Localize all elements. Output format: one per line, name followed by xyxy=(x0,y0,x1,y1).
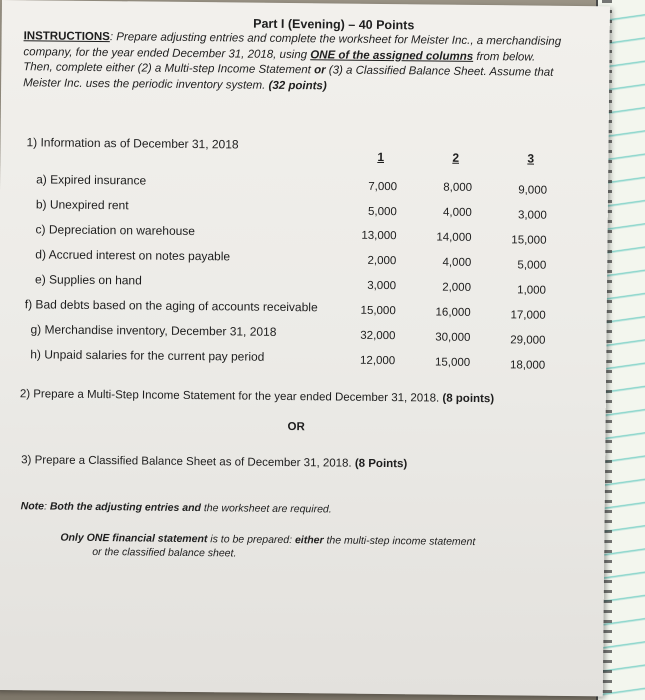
info-row-label: g) Merchandise inventory, December 31, 2018 xyxy=(30,322,277,339)
info-row-value: 4,000 xyxy=(442,256,472,269)
info-row-label: f) Bad debts based on the aging of accounts receivable xyxy=(24,297,318,315)
instructions-text-3: (3) a Classified Balance Sheet. Assume that Meister Inc. uses the periodic inventory system. xyxy=(23,64,554,92)
note-text-1: Both the adjusting entries xyxy=(49,500,183,514)
info-heading: 1) Information as of December 31, 2018 xyxy=(26,135,239,152)
instructions-label: INSTRUCTIONS xyxy=(23,30,110,44)
info-row-label: c) Depreciation on warehouse xyxy=(35,222,196,239)
info-row-value: 30,000 xyxy=(435,331,471,344)
instructions-text-2: from below. Then, complete either (2) a Multi-step Income Statement xyxy=(23,50,536,77)
info-row-value: 1,000 xyxy=(517,284,547,297)
info-row-value: 15,000 xyxy=(360,304,396,318)
info-row-value: 3,000 xyxy=(367,279,397,293)
or-separator: OR xyxy=(287,421,305,434)
instructions-points: (32 points) xyxy=(268,79,327,92)
info-row-value: 16,000 xyxy=(435,306,471,319)
info-row-value: 15,000 xyxy=(511,234,547,247)
statement-note-either: either xyxy=(294,534,324,547)
statement-note xyxy=(60,531,530,564)
instructions xyxy=(23,29,564,97)
info-row-value: 2,000 xyxy=(442,281,472,294)
question-2-text: 2) Prepare a Multi-Step Income Statement for the year ended December 31, 2018. xyxy=(19,388,443,405)
note-and: and xyxy=(182,501,202,515)
info-row-label: h) Unpaid salaries for the current pay period xyxy=(30,347,265,364)
info-row-value: 18,000 xyxy=(509,359,546,372)
question-3 xyxy=(21,454,407,470)
info-row-value: 15,000 xyxy=(434,356,471,369)
statement-note-bold: Only ONE financial statement xyxy=(60,531,208,546)
info-row-value: 5,000 xyxy=(517,259,547,272)
info-row-value: 14,000 xyxy=(436,231,472,244)
question-3-text: 3) Prepare a Classified Balance Sheet as of December 31, 2018. xyxy=(21,454,355,470)
info-row-value: 5,000 xyxy=(367,205,397,219)
note-text-2: the worksheet are required. xyxy=(200,502,332,516)
info-row-value: 3,000 xyxy=(517,209,547,222)
info-row-value: 32,000 xyxy=(360,329,396,343)
note: Note: Both the adjusting entries and the worksheet are required. xyxy=(20,500,332,516)
info-row-value: 4,000 xyxy=(442,206,472,219)
info-row-value: 17,000 xyxy=(510,309,546,322)
info-row-label: e) Supplies on hand xyxy=(35,272,142,288)
statement-note-line-2: or the classified balance sheet. xyxy=(92,545,237,560)
page-title: Part I (Evening) – 40 Points xyxy=(253,16,415,33)
info-row-value: 8,000 xyxy=(443,181,473,194)
info-row-value: 13,000 xyxy=(361,229,397,243)
question-2-points: (8 points) xyxy=(442,392,495,406)
info-row-value: 12,000 xyxy=(359,354,396,368)
column-header-3: 3 xyxy=(527,151,535,166)
note-label: Note xyxy=(20,500,45,513)
info-row-label: d) Accrued interest on notes payable xyxy=(35,247,231,264)
instructions-text-1: : Prepare adjusting entries and complete the worksheet for Meister Inc., a merchandising company, for the year ended December 31, 2018, using xyxy=(23,31,562,61)
info-row-label: b) Unexpired rent xyxy=(35,197,129,213)
sheet-content xyxy=(19,14,584,560)
info-row-value: 7,000 xyxy=(368,180,398,194)
info-row-value: 29,000 xyxy=(510,334,546,347)
question-3-points: (8 Points) xyxy=(354,457,408,471)
info-row-label: a) Expired insurance xyxy=(36,172,147,188)
info-row-value: 9,000 xyxy=(518,184,548,197)
instructions-emphasis: ONE of the assigned columns xyxy=(310,48,474,63)
column-header-1: 1 xyxy=(377,149,385,165)
info-row-value: 2,000 xyxy=(367,254,397,268)
instructions-or: or xyxy=(314,64,326,77)
column-header-2: 2 xyxy=(452,150,460,165)
question-2 xyxy=(20,388,494,405)
statement-note-text-1: is to be prepared: xyxy=(207,533,296,547)
statement-note-text-2: the multi-step income statement xyxy=(323,534,476,548)
